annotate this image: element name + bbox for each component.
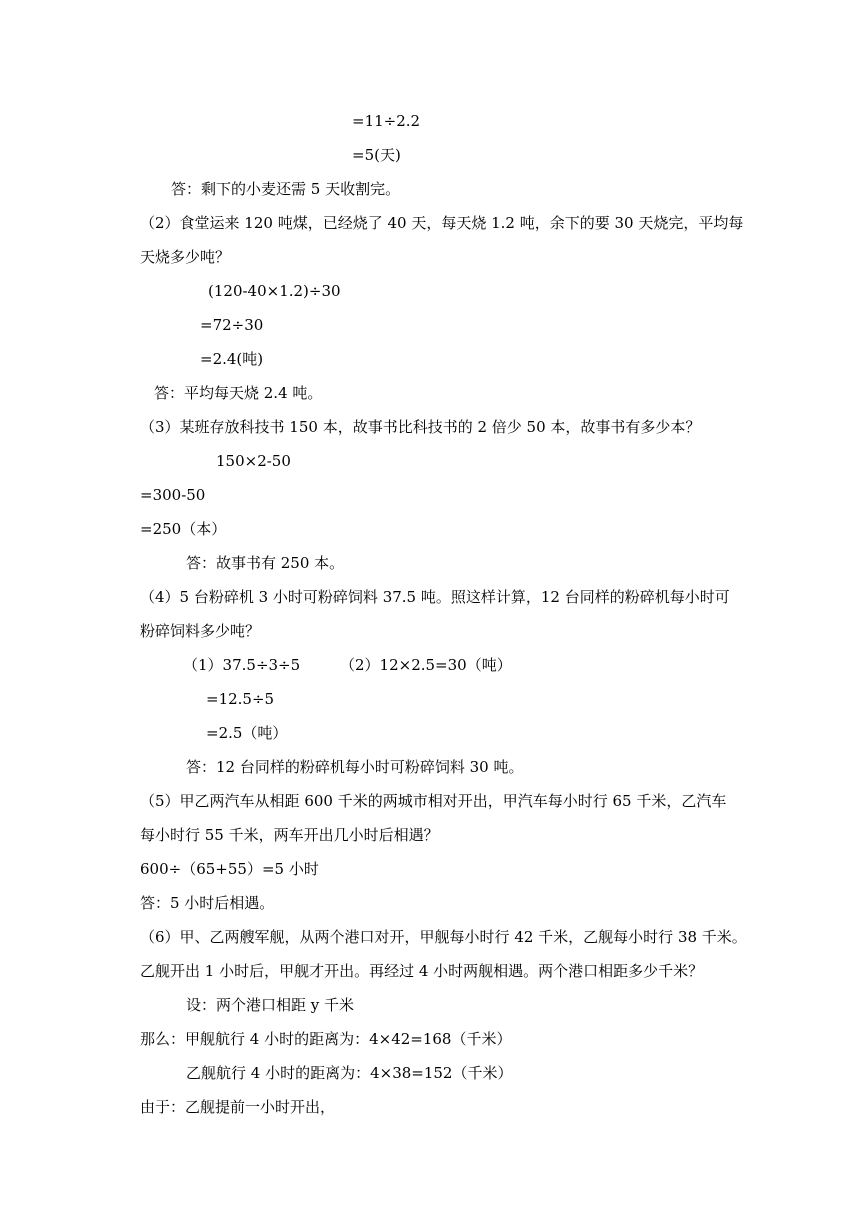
problem-text: 每小时行 55 千米，两车开出几小时后相遇？: [140, 826, 439, 844]
calc-line: =300-50: [140, 486, 206, 504]
calc-line: =2.4(吨): [200, 350, 264, 368]
calc-line: （2）12×2.5=30（吨）: [340, 656, 512, 674]
calc-line: =11÷2.2: [352, 112, 421, 130]
calc-line: =72÷30: [200, 316, 264, 334]
answer-line: 答：12 台同样的粉碎机每小时可粉碎饲料 30 吨。: [186, 758, 524, 776]
problem-text: （2）食堂运来 120 吨煤，已经烧了 40 天，每天烧 1.2 吨，余下的要 30 天烧完，平均每: [140, 214, 744, 232]
problem-text: 粉碎饲料多少吨？: [140, 622, 261, 640]
calc-line: =5(天): [352, 146, 401, 164]
calc-line: （1）37.5÷3÷5: [183, 656, 301, 674]
answer-line: 答：5 小时后相遇。: [140, 894, 275, 912]
answer-line: 答：剩下的小麦还需 5 天收割完。: [171, 180, 401, 198]
solution-line: 由于：乙舰提前一小时开出，: [140, 1098, 336, 1116]
problem-text: （3）某班存放科技书 150 本，故事书比科技书的 2 倍少 50 本，故事书有多少本？: [140, 418, 701, 436]
answer-line: 答：平均每天烧 2.4 吨。: [154, 384, 323, 402]
calc-line: (120-40×1.2)÷30: [208, 282, 341, 300]
answer-line: 答：故事书有 250 本。: [186, 554, 345, 572]
solution-line: 设：两个港口相距 y 千米: [186, 996, 355, 1014]
calc-line: =2.5（吨）: [206, 724, 288, 742]
problem-text: （4）5 台粉碎机 3 小时可粉碎饲料 37.5 吨。照这样计算，12 台同样的粉碎机每小时可: [140, 588, 730, 606]
problem-text: 乙舰开出 1 小时后，甲舰才开出。再经过 4 小时两舰相遇。两个港口相距多少千米？: [140, 962, 704, 980]
solution-line: 乙舰航行 4 小时的距离为：4×38=152（千米）: [186, 1064, 513, 1082]
problem-text: （5）甲乙两汽车从相距 600 千米的两城市相对开出，甲汽车每小时行 65 千米，乙汽车: [140, 792, 727, 810]
problem-text: （6）甲、乙两艘军舰，从两个港口对开，甲舰每小时行 42 千米，乙舰每小时行 38 千米。: [140, 928, 747, 946]
solution-line: 那么：甲舰航行 4 小时的距离为：4×42=168（千米）: [140, 1030, 512, 1048]
calc-line: =250（本）: [140, 520, 227, 538]
calc-line: =12.5÷5: [206, 690, 275, 708]
calc-line: 600÷（65+55）=5 小时: [140, 860, 319, 878]
problem-text: 天烧多少吨？: [140, 248, 231, 266]
calc-line: 150×2-50: [216, 452, 291, 470]
